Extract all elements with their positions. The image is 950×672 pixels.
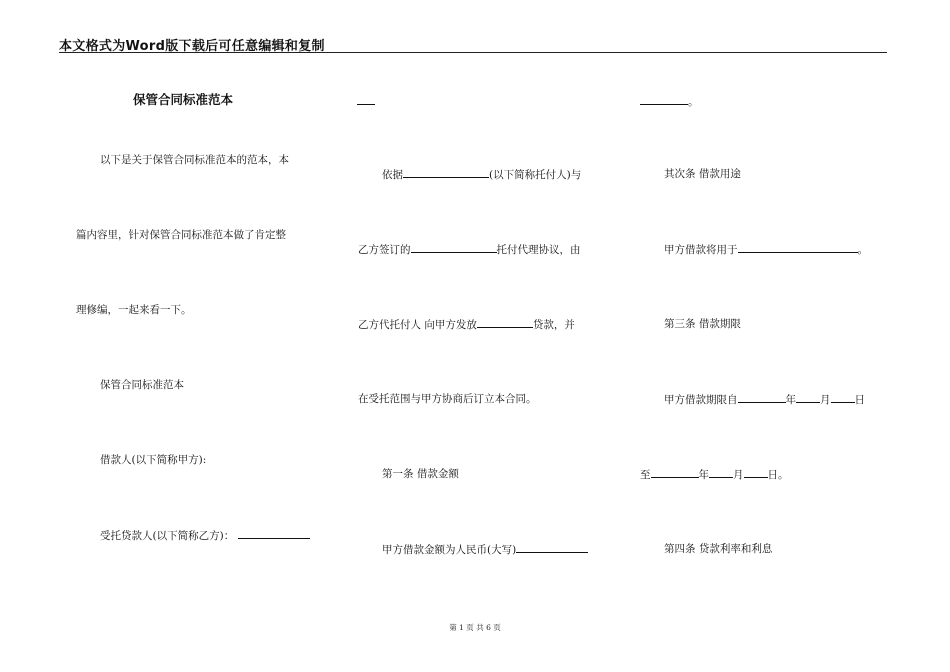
section-subtitle: 保管合同标准范本: [100, 379, 184, 391]
loan-suffix: 贷款，并: [532, 319, 575, 331]
document-header: [59, 33, 887, 53]
article-3-heading: 第三条 借款期限: [664, 318, 741, 330]
end-day-blank: [744, 467, 768, 478]
agreement-text: 乙方签订的: [358, 244, 411, 256]
month-label: 月: [820, 394, 831, 406]
purpose-end: 。: [857, 244, 868, 256]
end-day-label: 日。: [767, 469, 789, 481]
article-4-heading: 第四条 贷款利率和利息: [664, 543, 773, 555]
header-text: 本文格式为Word版下载后可任意编辑和复制: [59, 39, 325, 54]
agreement-blank: [411, 242, 497, 253]
amount-label: 甲方借款金额为人民币(大写): [382, 544, 517, 556]
principal-label: (以下简称托付人)与: [489, 169, 582, 181]
end-year-label: 年: [698, 469, 709, 481]
negotiation-line: 在受托范围与甲方协商后订立本合同。: [358, 393, 537, 405]
borrower-label: 借款人(以下简称甲方):: [100, 454, 207, 466]
blank-line-top: [357, 104, 375, 105]
lender-blank: [238, 528, 310, 539]
loan-issue-text: 乙方代托付人 向甲方发放: [358, 319, 477, 331]
intro-line-2: 篇内容里，针对保管合同标准范本做了肯定整: [76, 229, 286, 241]
year-label: 年: [785, 394, 796, 406]
loan-blank: [477, 317, 533, 328]
purpose-label: 甲方借款将用于: [664, 244, 738, 256]
term-label: 甲方借款期限自: [664, 394, 738, 406]
end-year-blank: [651, 467, 699, 478]
end-month-label: 月: [733, 469, 744, 481]
to-label: 至: [640, 469, 651, 481]
end-month-blank: [709, 467, 733, 478]
end-mark: 。: [688, 96, 699, 108]
article-1-heading: 第一条 借款金额: [382, 468, 459, 480]
agreement-line: [358, 242, 581, 257]
amount-blank: [516, 542, 588, 553]
principal-blank: [403, 167, 489, 178]
agreement-type: 托付代理协议，由: [496, 244, 581, 256]
intro-line-1: 以下是关于保管合同标准范本的范本，本: [100, 154, 289, 166]
page-footer: 第 1 页 共 6 页: [449, 623, 501, 632]
blank-top-right: [640, 94, 699, 109]
top-right-blank: [640, 94, 688, 105]
start-day-blank: [831, 392, 855, 403]
purpose-blank: [738, 242, 858, 253]
day-label: 日: [854, 394, 865, 406]
lender-label: 受托贷款人(以下简称乙方)：: [100, 530, 235, 542]
intro-line-3: 理修编，一起来看一下。: [76, 304, 192, 316]
purpose-line: [664, 242, 868, 257]
basis-text: 依据: [382, 169, 403, 181]
contract-basis-line: [382, 167, 581, 182]
amount-line: [382, 542, 588, 557]
article-2-heading: 其次条 借款用途: [664, 168, 741, 180]
term-start-line: [664, 392, 865, 407]
term-end-line: [640, 467, 789, 482]
lender-field: [100, 528, 310, 543]
start-year-blank: [738, 392, 786, 403]
loan-issue-line: [358, 317, 575, 332]
document-title: 保管合同标准范本: [133, 92, 234, 107]
start-month-blank: [796, 392, 820, 403]
